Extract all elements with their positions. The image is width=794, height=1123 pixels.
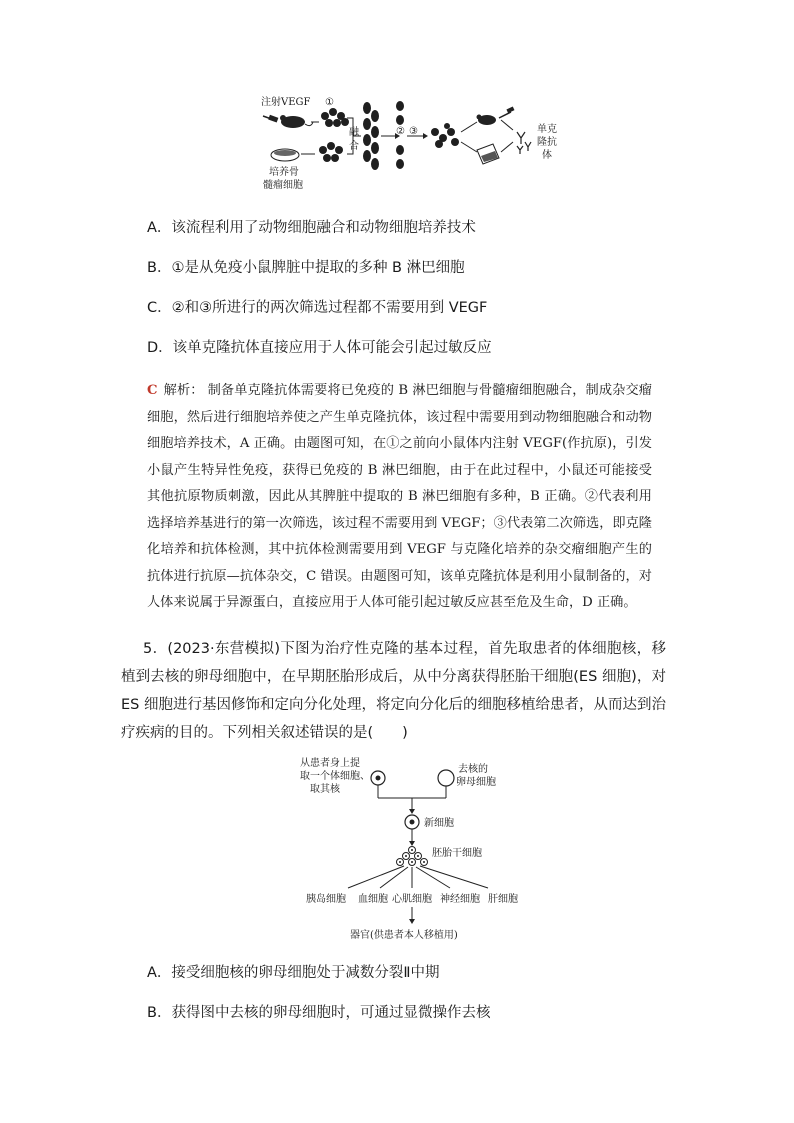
explanation-tag: 解析：	[163, 383, 204, 398]
monoclonal-antibody-figure	[255, 88, 575, 198]
question-5-text: 5．(2023·东营模拟)下图为治疗性克隆的基本过程，首先取患者的体细胞核，移植到去核的卵母细胞中，在早期胚胎形成后，从中分离获得胚胎干细胞(ES 细胞)，对 ES 细胞进行基因修饰和定向分化处理，将定向分化后的细胞移植给患者，从而达到治疗疾病的目的。下列相关叙述错误的是( )	[121, 641, 666, 741]
somatic-cell-icon	[371, 771, 385, 785]
product-label-1: 单克	[537, 124, 557, 135]
culture-flask-icon	[477, 144, 499, 164]
antibody-icons	[517, 132, 531, 154]
option-d: D．该单克隆抗体直接应用于人体可能会引起过敏反应	[147, 340, 492, 356]
step-3-label: ③	[409, 126, 418, 137]
donor-label-1: 从患者身上提	[300, 758, 360, 769]
enucleated-oocyte-icon	[438, 770, 454, 786]
oocyte-label-2: 卵母细胞	[456, 777, 496, 788]
cell-type-islet: 胰岛细胞	[306, 894, 346, 905]
fusion-label-1: 融	[349, 127, 359, 138]
option-5a: A．接受细胞核的卵母细胞处于减数分裂Ⅱ中期	[147, 965, 440, 981]
answer-letter: C	[147, 383, 158, 398]
answer-explanation	[147, 378, 652, 617]
organ-label: 器官(供患者本人移植用)	[350, 930, 458, 941]
es-cells-label: 胚胎干细胞	[432, 848, 482, 859]
cell-type-liver: 肝细胞	[488, 894, 518, 905]
option-c: C．②和③所进行的两次筛选过程都不需要用到 VEGF	[147, 300, 488, 316]
donor-label-2: 取一个体细胞、	[300, 771, 370, 782]
mouse-icon-2	[477, 115, 497, 126]
step-2-label: ②	[396, 126, 405, 137]
question-5-stem	[121, 635, 666, 747]
differentiation-arrows	[348, 866, 488, 888]
cell-type-blood: 血细胞	[358, 894, 388, 905]
b-lymphocyte-cells	[321, 108, 349, 127]
step-1-label: ①	[325, 97, 334, 108]
inject-vegf-label: 注射VEGF	[261, 97, 311, 108]
cloned-cells	[431, 123, 459, 148]
new-cell-label: 新细胞	[424, 818, 454, 829]
product-label-2: 隆抗	[537, 137, 557, 148]
culture-label-1: 培养骨	[269, 167, 299, 178]
mouse-icon	[280, 115, 313, 128]
fusion-label-2: 合	[349, 141, 359, 152]
option-5b: B．获得图中去核的卵母细胞时，可通过显微操作去核	[147, 1005, 491, 1021]
option-b: B．①是从免疫小鼠脾脏中提取的多种 B 淋巴细胞	[147, 260, 465, 276]
culture-label-2: 髓瘤细胞	[263, 180, 303, 191]
new-cell-icon	[405, 815, 419, 829]
therapeutic-cloning-figure	[300, 752, 540, 947]
syringe-icon	[263, 115, 278, 123]
cell-type-cardiac: 心肌细胞	[392, 894, 432, 905]
donor-label-3: 取其核	[310, 784, 340, 795]
explanation-text: 制备单克隆抗体需要将已免疫的 B 淋巴细胞与骨髓瘤细胞融合，制成杂交瘤细胞，然后进行细胞培养使之产生单克隆抗体，该过程中需要用到动物细胞融合和动物细胞培养技术，A 正确。由题图可知，在①之前向小鼠体内注射 VEGF(作抗原)，引发小鼠产生特异性免疫，获得已免疫的 B 淋巴细胞，由于在此过程中，小鼠还可能接受其他抗原物质刺激，因此从其脾脏中提取的 B 淋巴细胞有多种，B 正确。②代表利用选择培养基进行的第一次筛选，该过程不需要用到 VEGF；③代表第二次筛选，即克隆化培养和抗体检测，其中抗体检测需要用到 VEGF 与克隆化培养的杂交瘤细胞产生的抗体进行抗原—抗体杂交，C 错误。由题图可知，该单克隆抗体是利用小鼠制备的，对人体来说属于异源蛋白，直接应用于人体可能引起过敏反应甚至危及生命，D 正确。	[147, 383, 652, 610]
myeloma-cells	[319, 142, 343, 162]
fused-cells	[363, 102, 379, 170]
syringe-icon-2	[499, 106, 514, 118]
oocyte-label-1: 去核的	[458, 764, 488, 775]
product-label-3: 体	[542, 150, 552, 161]
culture-dish-icon	[271, 149, 299, 161]
option-a: A．该流程利用了动物细胞融合和动物细胞培养技术	[147, 220, 476, 236]
cell-type-neural: 神经细胞	[440, 894, 480, 905]
